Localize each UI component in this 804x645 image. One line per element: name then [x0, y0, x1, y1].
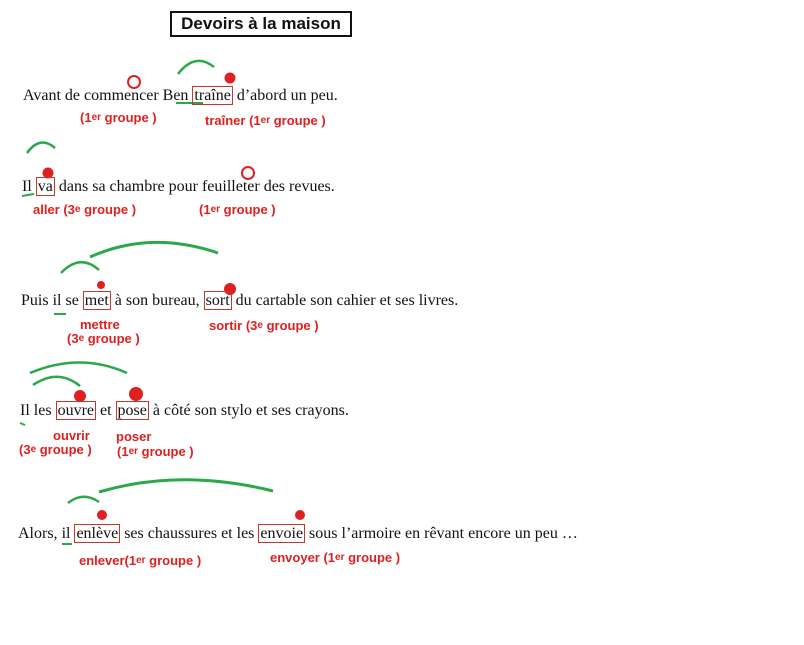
- annotation: (1er groupe ): [117, 444, 194, 459]
- verb-dot: [97, 510, 107, 520]
- annotation: (1er groupe ): [80, 110, 157, 125]
- subject-arc: [33, 377, 80, 386]
- subject-arc: [90, 242, 218, 257]
- sentence-5: Alors, il enlève ses chaussures et les envoie sous l’armoire en rêvant encore un peu …: [18, 525, 578, 542]
- annotation: enlever(1er groupe ): [79, 553, 202, 568]
- verb: enlève: [76, 525, 119, 542]
- verb: traîne: [194, 87, 231, 104]
- verb: ouvre: [57, 402, 94, 419]
- verb-dot: [225, 73, 236, 84]
- page-title: Devoirs à la maison: [170, 11, 352, 37]
- sentence-4: Il les ouvre et pose à côté son stylo et ses crayons.: [20, 402, 349, 419]
- subject-arc: [99, 480, 273, 492]
- subject: Il: [20, 402, 30, 419]
- subject: Ben: [162, 87, 189, 104]
- annotation-infinitive: ouvrir: [53, 428, 90, 443]
- verb: met: [84, 292, 109, 309]
- sentence-2: Il va dans sa chambre pour feuilleter des revues.: [22, 178, 335, 195]
- subject-arc: [68, 497, 99, 503]
- annotation: (3e groupe ): [19, 442, 92, 457]
- annotation: aller (3e groupe ): [33, 202, 137, 217]
- annotation: traîner (1er groupe ): [205, 113, 326, 128]
- verb: sort: [205, 292, 230, 309]
- subject-underline: [20, 423, 25, 425]
- annotation-infinitive: mettre: [80, 317, 120, 332]
- annotation: (1er groupe ): [199, 202, 276, 217]
- verb-dot: [129, 387, 143, 401]
- verb-dot: [97, 281, 105, 289]
- verb-dot: [295, 510, 305, 520]
- verb: va: [37, 178, 53, 195]
- verb: envoie: [260, 525, 304, 542]
- subject-arc: [30, 363, 127, 374]
- subject-arc: [27, 143, 55, 153]
- subject: il: [61, 525, 71, 542]
- sentence-1: Avant de commencer Ben traîne d’abord un peu.: [23, 87, 338, 104]
- annotation: (3e groupe ): [67, 331, 140, 346]
- annotation: envoyer (1er groupe ): [270, 550, 401, 565]
- subject-arc: [178, 61, 214, 74]
- verb: pose: [117, 402, 147, 419]
- annotation: sortir (3e groupe ): [209, 318, 319, 333]
- subject: Il: [22, 178, 32, 195]
- sentence-3: Puis il se met à son bureau, sort du cartable son cahier et ses livres.: [21, 292, 459, 309]
- subject-arc: [61, 262, 99, 273]
- subject: il: [52, 292, 62, 309]
- annotation-infinitive: poser: [116, 429, 152, 444]
